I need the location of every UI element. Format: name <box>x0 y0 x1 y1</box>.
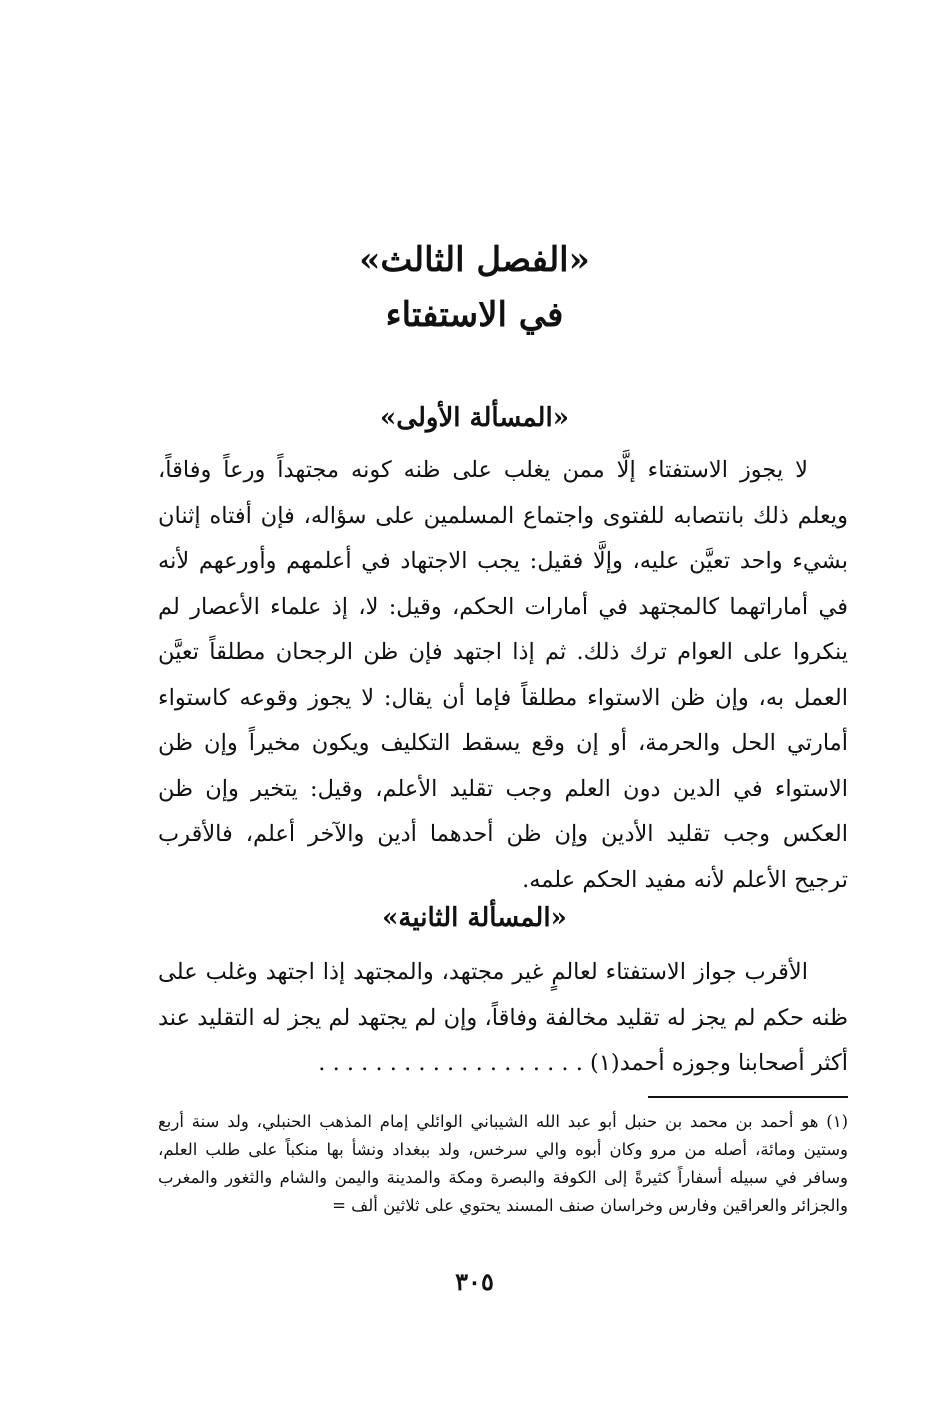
section-body-second <box>158 950 848 1087</box>
chapter-subtitle: في الاستفتاء <box>385 295 564 335</box>
section-body-first <box>158 448 848 903</box>
section-heading-first: «المسألة الأولى» <box>380 403 569 433</box>
page-number: ٣٠٥ <box>455 1267 494 1296</box>
footnote-separator <box>648 1096 848 1098</box>
chapter-title: «الفصل الثالث» <box>359 240 590 280</box>
section-body-second-text: الأقرب جواز الاستفتاء لعالمٍ غير مجتهد، والمجتهد إذا اجتهد وغلب على ظنه حكم لم يجز له تقليد مخالفة وفاقاً، وإن لم يجتهد لم يجز له التقليد عند أكثر أصحابنا وجوزه أحمد(١) . . . . . . . . . . . . . . . . . . . <box>158 959 848 1076</box>
footnote: (١) هو أحمد بن محمد بن حنبل أبو عبد الله الشيباني الوائلي إمام المذهب الحنبلي، ولد سنة أربع وستين ومائة، أصله من مرو وكان أبوه والي سرخس، ولد ببغداد ونشأ بها منكباً على طلب العلم، وسافر في سبيله أسفاراً كثيرةً إلى الكوفة والبصرة ومكة والمدينة واليمن والشام والثغور والمغرب والجزائر والعراقين وفارس وخراسان صنف المسند يحتوي على ثلاثين ألف = <box>158 1112 848 1215</box>
section-body-first-text: لا يجوز الاستفتاء إلَّا ممن يغلب على ظنه كونه مجتهداً ورعاً وفاقاً، ويعلم ذلك بانتصابه للفتوى واجتماع المسلمين على سؤاله، فإن أفتاه إثنان بشيء واحد تعيَّن عليه، وإلَّا فقيل: يجب الاجتهاد في أعلمهم وأورعهم لأنه في أماراتهما كالمجتهد في أمارات الحكم، وقيل: لا، إذ علماء الأعصار لم ينكروا على العوام ترك ذلك. ثم إذا اجتهد فإن ظن الرجحان مطلقاً تعيَّن العمل به، وإن ظن الاستواء مطلقاً فإما أن يقال: لا يجوز وقوعه كاستواء أمارتي الحل والحرمة، أو إن وقع يسقط التكليف ويكون مخيراً وإن ظن الاستواء في الدين دون العلم وجب تقليد الأعلم، وقيل: يتخير وإن ظن العكس وجب تقليد الأدين وإن ظن أحدهما أدين والآخر أعلم، فالأقرب ترجيح الأعلم لأنه مفيد الحكم علمه. <box>158 457 848 893</box>
section-heading-second: «المسألة الثانية» <box>382 903 567 933</box>
